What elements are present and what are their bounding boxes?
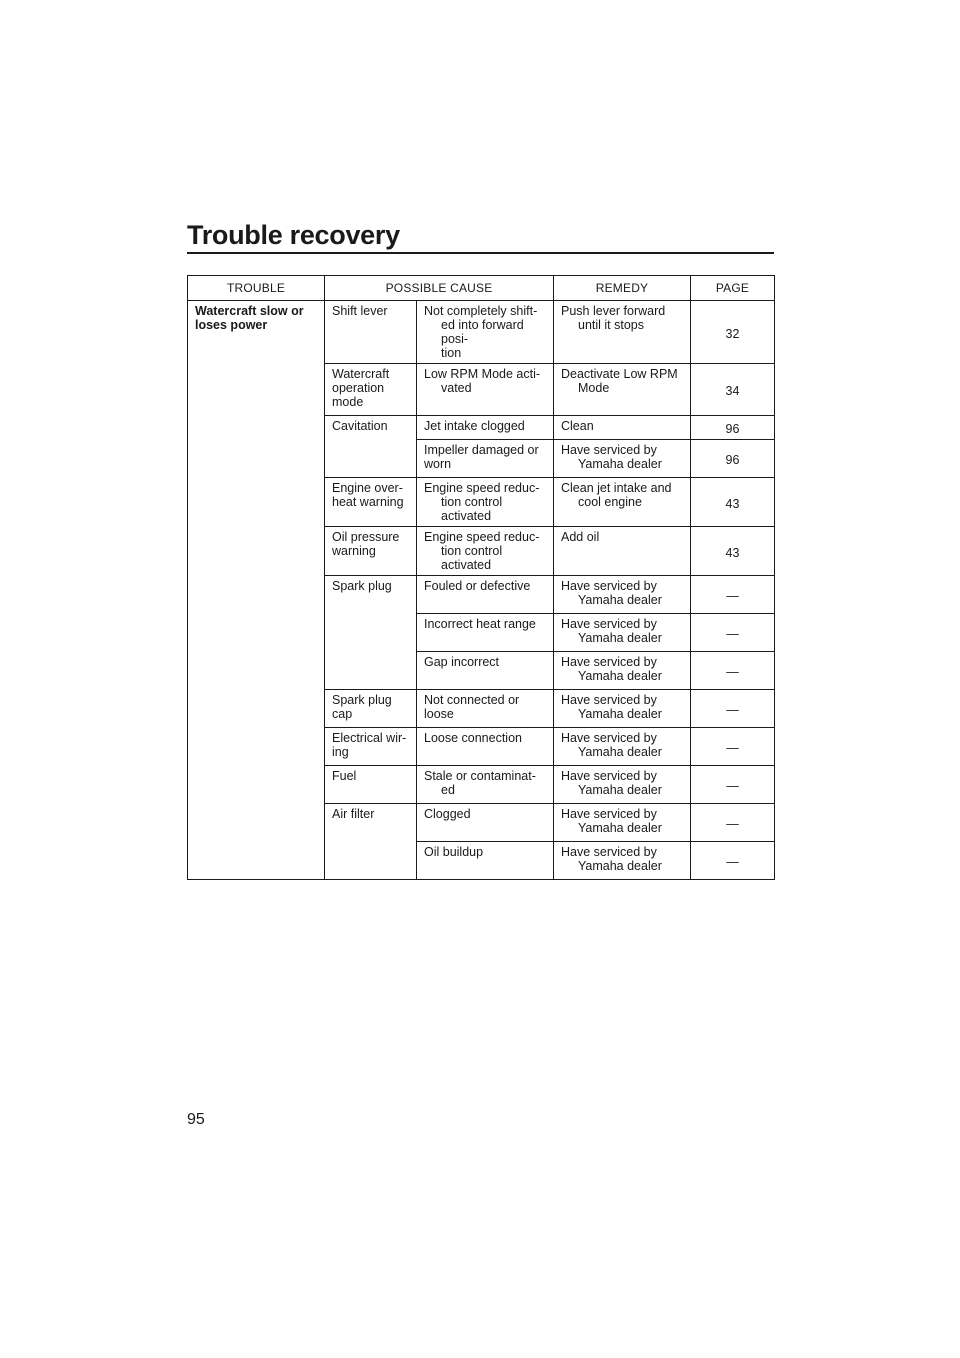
cause-line: tion [441,346,462,360]
cause-cell [417,690,554,728]
remedy-line: Yamaha dealer [578,593,662,607]
remedy-line: Clean [561,419,594,433]
page-ref-cell: 32 [691,301,775,364]
part-line: Oil pressure [332,530,400,544]
remedy-cell [554,842,691,880]
page-ref-cell: 43 [691,478,775,527]
remedy-line: Yamaha dealer [578,669,662,683]
remedy-line: Mode [578,381,610,395]
remedy-line: Push lever forward [561,304,666,318]
part-line: warning [332,544,376,558]
part-line: operation [332,381,385,395]
cause-line: tion control activated [441,495,503,523]
part-line: Watercraft [332,367,390,381]
part-cell [325,766,417,804]
part-line: Electrical wir- [332,731,407,745]
page-number: 95 [187,1111,205,1128]
part-cell [325,301,417,364]
remedy-line: Yamaha dealer [578,707,662,721]
remedy-cell [554,576,691,614]
remedy-line: Have serviced by [561,693,657,707]
trouble-cell [188,301,325,880]
header-possible-cause: POSSIBLE CAUSE [325,276,554,301]
cause-line: Stale or contaminat- [424,769,536,783]
remedy-cell [554,614,691,652]
cause-cell [417,804,554,842]
remedy-line: Yamaha dealer [578,631,662,645]
table-header-row [188,276,775,301]
cause-cell [417,440,554,478]
remedy-cell [554,440,691,478]
remedy-cell [554,766,691,804]
page-ref-cell: 34 [691,364,775,416]
page-ref-cell: — [691,804,775,842]
remedy-cell [554,652,691,690]
header-remedy: REMEDY [554,276,691,301]
part-cell [325,728,417,766]
cause-cell [417,614,554,652]
part-line: Fuel [332,769,357,783]
remedy-line: Yamaha dealer [578,457,662,471]
cause-line: Loose connection [424,731,522,745]
remedy-cell [554,728,691,766]
page-ref-cell: — [691,728,775,766]
part-line: cap [332,707,353,721]
table-body [188,301,775,880]
remedy-line: Deactivate Low RPM [561,367,678,381]
remedy-line: Yamaha dealer [578,821,662,835]
remedy-line: Yamaha dealer [578,745,662,759]
trouble-table [187,275,775,880]
remedy-cell [554,364,691,416]
cause-cell [417,301,554,364]
cause-cell [417,842,554,880]
page-ref-cell: — [691,576,775,614]
remedy-line: Have serviced by [561,655,657,669]
cause-cell [417,766,554,804]
part-cell [325,527,417,576]
remedy-line: Have serviced by [561,845,657,859]
page-ref-cell: — [691,842,775,880]
part-cell [325,690,417,728]
part-line: mode [332,395,364,409]
cause-line: worn [424,457,452,471]
cause-line: Clogged [424,807,471,821]
cause-line: Impeller damaged or [424,443,539,457]
part-line: Cavitation [332,419,388,433]
part-cell [325,478,417,527]
cause-line: ed into forward posi- [441,318,524,346]
remedy-cell [554,690,691,728]
page-ref-cell: 43 [691,527,775,576]
cause-line: Oil buildup [424,845,484,859]
cause-line: Not completely shift- [424,304,538,318]
cause-line: tion control activated [441,544,503,572]
title-rule [187,252,774,254]
trouble-line-2: loses power [195,318,268,332]
page-ref-cell: 96 [691,440,775,478]
part-line: Air filter [332,807,375,821]
remedy-cell [554,804,691,842]
cause-line: Jet intake clogged [424,419,525,433]
page-ref-cell: — [691,652,775,690]
part-cell [325,416,417,478]
remedy-cell [554,416,691,440]
remedy-line: Yamaha dealer [578,859,662,873]
remedy-line: Add oil [561,530,600,544]
header-trouble: TROUBLE [188,276,325,301]
remedy-line: Clean jet intake and [561,481,672,495]
part-line: heat warning [332,495,404,509]
remedy-line: Have serviced by [561,443,657,457]
cause-line: Incorrect heat range [424,617,536,631]
header-page: PAGE [691,276,775,301]
cause-line: ed [441,783,455,797]
remedy-line: until it stops [578,318,645,332]
remedy-cell [554,527,691,576]
part-cell [325,576,417,690]
cause-cell [417,576,554,614]
remedy-line: Have serviced by [561,579,657,593]
page-ref-cell: — [691,766,775,804]
cause-line: Gap incorrect [424,655,500,669]
cause-line: Not connected or [424,693,520,707]
cause-line: Engine speed reduc- [424,530,540,544]
table-row [188,301,775,364]
cause-cell [417,728,554,766]
page-ref-cell: — [691,690,775,728]
remedy-line: Have serviced by [561,769,657,783]
remedy-line: cool engine [578,495,642,509]
cause-cell [417,364,554,416]
remedy-line: Yamaha dealer [578,783,662,797]
remedy-cell [554,478,691,527]
remedy-line: Have serviced by [561,617,657,631]
part-cell [325,804,417,880]
part-line: Spark plug [332,693,392,707]
part-line: Spark plug [332,579,392,593]
page-ref-cell: — [691,614,775,652]
cause-line: vated [441,381,472,395]
page-ref-cell: 96 [691,416,775,440]
remedy-line: Have serviced by [561,807,657,821]
part-line: Engine over- [332,481,403,495]
cause-cell [417,652,554,690]
part-line: ing [332,745,349,759]
part-line: Shift lever [332,304,388,318]
cause-line: Engine speed reduc- [424,481,540,495]
cause-line: Low RPM Mode acti- [424,367,541,381]
page-title: Trouble recovery [187,220,400,250]
part-cell [325,364,417,416]
cause-cell [417,416,554,440]
cause-cell [417,527,554,576]
cause-line: loose [424,707,454,721]
trouble-line-1: Watercraft slow or [195,304,304,318]
remedy-cell [554,301,691,364]
cause-line: Fouled or defective [424,579,531,593]
cause-cell [417,478,554,527]
remedy-line: Have serviced by [561,731,657,745]
